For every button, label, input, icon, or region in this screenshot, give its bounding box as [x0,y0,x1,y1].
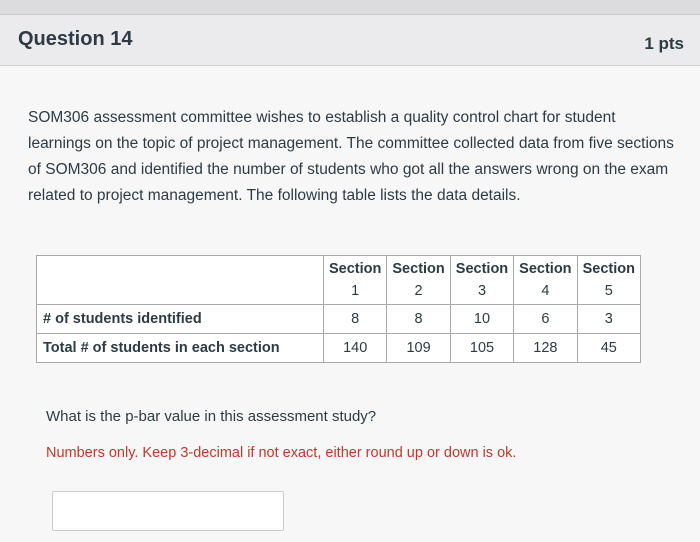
question-points: 1 pts [644,34,684,53]
answer-hint: Numbers only. Keep 3-decimal if not exact, either round up or down is ok. [46,445,517,461]
table-cell: 45 [577,334,640,363]
question-prompt: What is the p-bar value in this assessment study? [46,408,377,425]
table-cell: 8 [324,305,387,334]
table-cell: 105 [450,334,513,363]
table-corner-cell [37,256,324,305]
question-text: SOM306 assessment committee wishes to establish a quality control chart for student learnings on the topic of project management. The committee collected data from five sections of SOM306 and identified the number of students who got all the answers wrong on the exam related to project management. The following table lists the data details. [28,109,674,204]
header-label: Section [582,261,635,277]
table-cell: 140 [324,334,387,363]
table-cell: 128 [514,334,577,363]
header-number: 2 [414,283,423,299]
header-label: Section [455,261,509,277]
table-header-section-3 [450,256,513,305]
header-number: 5 [604,283,613,299]
answer-input[interactable] [52,491,284,531]
table-header-section-2 [387,256,450,305]
table-row [37,334,641,363]
table-cell: 3 [577,305,640,334]
table-cell: 8 [387,305,450,334]
header-number: 1 [351,283,360,299]
table-header-section-4 [514,256,577,305]
header-number: 4 [541,283,550,299]
row-label: # of students identified [37,305,324,334]
question-card [0,14,700,542]
header-label: Section [519,261,572,277]
data-table [36,255,641,363]
question-title: Question 14 [18,28,133,50]
table-header-row [37,256,641,305]
table-cell: 10 [450,305,513,334]
table-header-section-1 [324,256,387,305]
header-number: 3 [477,283,487,299]
row-label: Total # of students in each section [37,334,324,363]
table-cell: 6 [514,305,577,334]
table-header-section-5 [577,256,640,305]
table-cell: 109 [387,334,450,363]
header-label: Section [392,261,445,277]
header-label: Section [329,261,382,277]
question-header [0,15,700,66]
table-row [37,305,641,334]
